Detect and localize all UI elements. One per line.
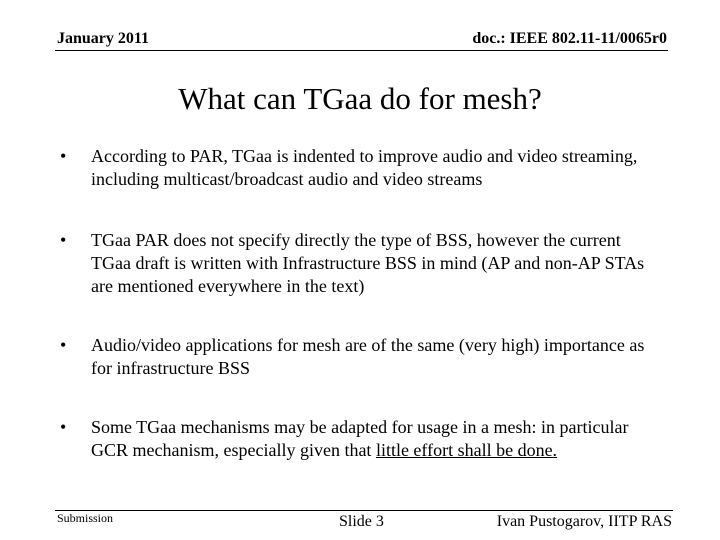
slide-title: What can TGaa do for mesh? xyxy=(178,81,542,116)
bullet-item xyxy=(60,416,660,462)
header-doc-id: doc.: IEEE 802.11-11/0065r0 xyxy=(472,30,667,47)
bullet-marker: • xyxy=(60,230,67,250)
footer-slide-number: Slide 3 xyxy=(339,513,384,530)
footer-rule xyxy=(55,510,673,511)
bullet-marker: • xyxy=(60,417,67,437)
header-rule xyxy=(55,50,668,51)
bullet-item xyxy=(60,229,660,298)
bullet-item xyxy=(60,334,660,380)
header-date: January 2011 xyxy=(57,30,150,47)
bullet-text: According to PAR, TGaa is indented to improve audio and video streaming, including multicast/broadcast audio and video streams xyxy=(91,146,638,189)
footer-submission: Submission xyxy=(57,511,114,525)
bullet-text: TGaa PAR does not specify directly the type of BSS, however the current TGaa draft is written with Infrastructure BSS in mind (AP and non-AP STAs are mentioned everywhere in the text) xyxy=(91,230,645,296)
underlined-text: little effort shall be done. xyxy=(375,440,558,460)
bullet-marker: • xyxy=(60,335,67,355)
bullet-text: Some TGaa mechanisms may be adapted for usage in a mesh: in particular GCR mechanism, especially given that xyxy=(91,417,629,460)
bullet-marker: • xyxy=(60,146,67,166)
bullet-text: Audio/video applications for mesh are of the same (very high) importance as for infrastructure BSS xyxy=(91,335,645,378)
bullet-item xyxy=(60,145,660,191)
footer-author: Ivan Pustogarov, IITP RAS xyxy=(496,513,672,530)
